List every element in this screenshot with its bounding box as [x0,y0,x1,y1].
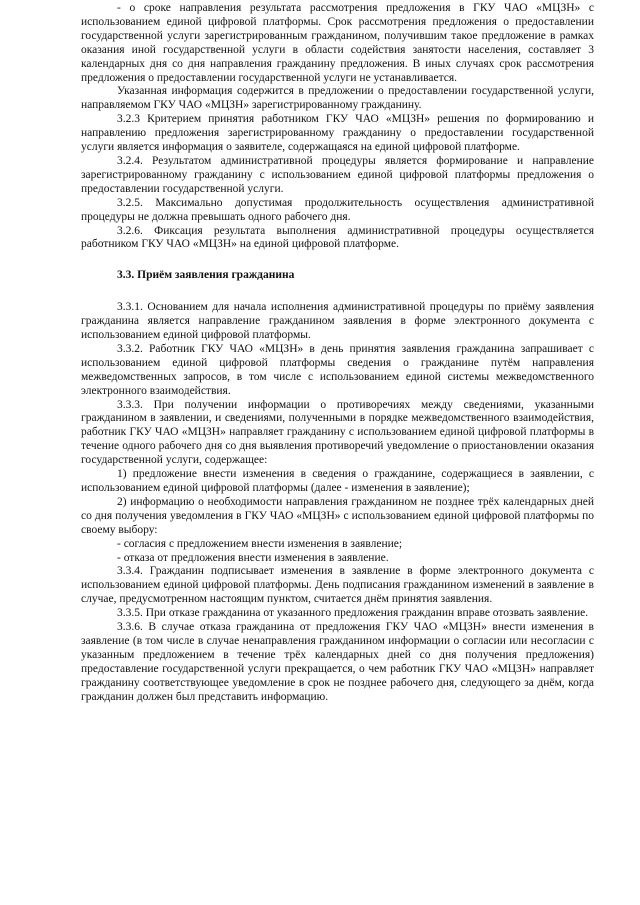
paragraph-review-deadline: - о сроке направления результата рассмотрения предложения в ГКУ ЧАО «МЦЗН» с использованием единой цифровой платформы. Срок рассмотрения предложения о предоставлении государственной услуги зарегистрированным гражданином, получившим такое предложение в рамках оказания иной государственной услуги в области содействия занятости населения, составляет 3 календарных дня со дня направления гражданину предложения. В иных случаях срок рассмотрения предложения о предоставлении государственной услуги не устанавливается. [81,2,594,84]
paragraph-3-3-5: 3.3.5. При отказе гражданина от указанного предложения гражданин вправе отозвать заявление. [117,607,589,620]
list-item-1: 1) предложение внести изменения в сведения о гражданине, содержащиеся в заявлении, с использованием единой цифровой платформы (далее - изменения в заявление); [81,468,594,494]
paragraph-3-2-6: 3.2.6. Фиксация результата выполнения административной процедуры осуществляется работником ГКУ ЧАО «МЦЗН» на единой цифровой платформе. [81,224,594,251]
list-item-2: 2) информацию о необходимости направления гражданином не позднее трёх календарных дней со дня получения уведомления в ГКУ ЧАО «МЦЗН» с использованием единой цифровой платформы по своему выбору: [81,495,594,536]
list-item-refusal: - отказа от предложения внести изменения в заявление. [117,551,389,564]
document-page [81,0,594,705]
paragraph-3-3-3: 3.3.3. При получении информации о противоречиях между сведениями, указанными гражданином в заявлении, и сведениями, полученными в порядке межведомственного взаимодействия, работник ГКУ ЧАО «МЦЗН» направляет гражданину с использованием единой цифровой платформы в течение одного рабочего дня со дня выявления противоречий уведомление о приостановлении оказания государственной услуги, содержащее: [81,398,594,467]
paragraph-3-2-4: 3.2.4. Результатом административной процедуры является формирование и направление зарегистрированному гражданину с использованием единой цифровой платформы предложения о предоставлении государственной услуги. [81,154,594,195]
section-heading: 3.3. Приём заявления гражданина [117,269,295,282]
paragraph-3-2-5: 3.2.5. Максимально допустимая продолжительность осуществления административной процедуры не должна превышать одного рабочего дня. [81,196,594,223]
list-item-consent: - согласия с предложением внести изменения в заявление; [117,537,403,550]
paragraph-3-3-1: 3.3.1. Основанием для начала исполнения административной процедуры по приёму заявления гражданина является направление гражданином заявления в форме электронного документа с использованием единой цифровой платформы. [81,301,594,342]
paragraph-3-3-4: 3.3.4. Гражданин подписывает изменения в заявление в форме электронного документа с использованием единой цифровой платформы. День подписания гражданином изменений в заявление в случае, предусмотренном настоящим пунктом, считается днём принятия заявления. [81,565,594,606]
paragraph-3-2-3: 3.2.3 Критерием принятия работником ГКУ ЧАО «МЦЗН» решения по формированию и направлению предложения зарегистрированному гражданину о предоставлении государственной услуги является информация о заявителе, содержащаяся на единой цифровой платформе. [81,113,594,154]
paragraph-3-3-2: 3.3.2. Работник ГКУ ЧАО «МЦЗН» в день принятия заявления гражданина запрашивает с использованием единой цифровой платформы сведения о гражданине путём направления межведомственных запросов, в том числе с использованием единой системы межведомственного электронного взаимодействия. [81,342,594,397]
paragraph-info-contained: Указанная информация содержится в предложении о предоставлении государственной услуги, направляемом ГКУ ЧАО «МЦЗН» зарегистрированному гражданину. [81,85,594,112]
paragraph-3-3-6: 3.3.6. В случае отказа гражданина от предложения ГКУ ЧАО «МЦЗН» внести изменения в заявление (в том числе в случае ненаправления гражданином информации о согласии или несогласии с указанным предложением в течение трёх календарных дней со дня получения предложения) предоставление государственной услуги прекращается, о чем работник ГКУ ЧАО «МЦЗН» направляет гражданину соответствующее уведомление в срок не позднее рабочего дня, следующего за днём, когда гражданин должен был представить информацию. [81,621,594,703]
